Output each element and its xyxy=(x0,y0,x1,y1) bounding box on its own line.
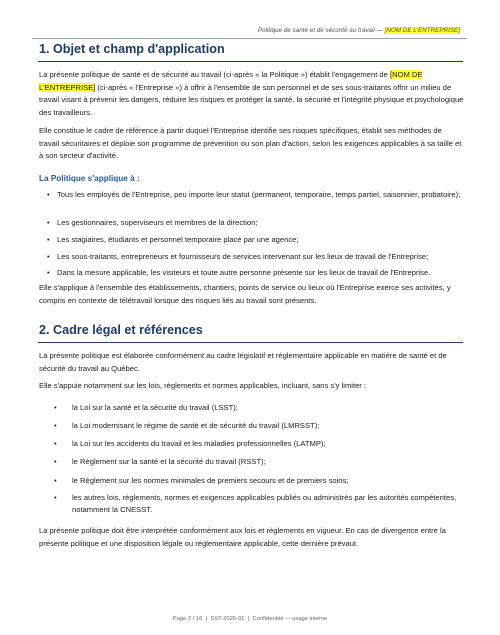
section-2-rule xyxy=(38,342,463,343)
section-1-title: 1. Objet et champ d'application xyxy=(39,42,225,56)
list-item-text: la Loi sur les accidents du travail et les maladies professionnelles (LATMP); xyxy=(72,439,326,448)
section-2-paragraph-1: La présente politique est élaborée conformément au cadre législatif et réglementaire applicable en matière de santé et de sécurité du travail au Québec. xyxy=(39,351,447,373)
applies-to-subheading: La Politique s'applique à : xyxy=(39,174,140,183)
bullet-icon: • xyxy=(47,235,50,244)
page-footer xyxy=(0,616,500,622)
bullet-icon: • xyxy=(54,439,57,448)
section-2-paragraph-2: Elle s'appuie notamment sur les lois, règlements et normes applicables, incluant, sans s'y limiter : xyxy=(39,381,367,390)
list-item-text: Les gestionnaires, superviseurs et membres de la direction; xyxy=(57,218,258,227)
confidentiality-label: Confidentiel — usage interne xyxy=(252,616,328,622)
bullet-icon: • xyxy=(54,421,57,430)
list-item-text: Les sous-traitants, entrepreneurs et fournisseurs de services intervenant sur les lieux de travail de l'Entreprise; xyxy=(57,252,429,261)
document-code: SST-2026-01 xyxy=(210,616,245,622)
running-header xyxy=(258,27,460,34)
bullet-icon: • xyxy=(54,457,57,466)
list-item-text: la Loi modernisant le régime de santé et de sécurité du travail (LMRSST); xyxy=(72,421,320,430)
bullet-icon: • xyxy=(47,190,50,199)
header-rule xyxy=(32,38,467,39)
paragraph-text: (ci-après « l'Entreprise ») à offrir à l'ensemble de son personnel et de ses sous-traitants offrir un milieu de travail visant à prévenir les dangers, réduire les risques et protéger la santé, la sécurité et l'intégrité physique et psychologique des travailleurs. xyxy=(39,82,464,117)
bullet-icon: • xyxy=(54,476,57,485)
list-item-text: les autres lois, règlements, normes et exigences applicables publiés ou administrés par les autorités compétentes, notamment la CNESST. xyxy=(72,493,457,515)
section-1-paragraph-1 xyxy=(39,69,464,119)
running-title: Politique de santé et de sécurité au travail — xyxy=(257,27,385,34)
bullet-icon: • xyxy=(54,493,57,502)
bullet-icon: • xyxy=(47,268,50,277)
list-item-text: la Loi sur la santé et la sécurité du travail (LSST); xyxy=(72,403,238,412)
list-item-text: le Règlement sur la santé et la sécurité du travail (RSST); xyxy=(72,457,266,466)
section-1-paragraph-2: Elle constitue le cadre de référence à partir duquel l'Entreprise identifie ses risques spécifiques, établit ses méthodes de travail sécuritaires et déploie son programme de prévention ou son plan d'action, selon les exigences applicables à sa taille et à son secteur d'activité. xyxy=(39,126,462,161)
footer-separator: | xyxy=(247,616,250,622)
list-item-text: Dans la mesure applicable, les visiteurs et toute autre personne présente sur les lieux de travail de l'Entreprise. xyxy=(57,268,431,277)
list-item-text: Tous les employés de l'Entreprise, peu importe leur statut (permanent, temporaire, temps partiel, saisonnier, probatoire); xyxy=(57,190,461,199)
section-1-paragraph-3: Elle s'applique à l'ensemble des établissements, chantiers, points de service ou lieux où l'Entreprise exerce ses activités, y compris en contexte de télétravail lorsque des risques liés au travail sont présents. xyxy=(39,283,451,305)
list-item-text: Les stagiaires, étudiants et personnel temporaire placé par une agence; xyxy=(57,235,299,244)
bullet-icon: • xyxy=(47,218,50,227)
paragraph-text: La présente politique de santé et de sécurité au travail (ci-après « la Politique ») établit l'engagement de xyxy=(39,70,390,79)
footer-separator: | xyxy=(205,616,208,622)
bullet-icon: • xyxy=(47,252,50,261)
bullet-icon: • xyxy=(54,403,57,412)
section-1-rule xyxy=(38,61,463,62)
company-placeholder-inline: [NOM DE L'ENTREPRISE] xyxy=(39,70,423,92)
page-number: Page 2 / 16 xyxy=(172,616,203,622)
company-placeholder: [NOM DE L'ENTREPRISE] xyxy=(384,27,460,34)
list-item-text: le Règlement sur les normes minimales de premiers secours et de premiers soins; xyxy=(72,476,349,485)
section-2-title: 2. Cadre légal et références xyxy=(39,323,203,337)
section-2-paragraph-3: La présente politique doit être interprétée conformément aux lois et règlements en vigueur. En cas de divergence entre la présente politique et une disposition légale ou réglementaire applicable, cette dernière prévaut. xyxy=(39,526,446,548)
